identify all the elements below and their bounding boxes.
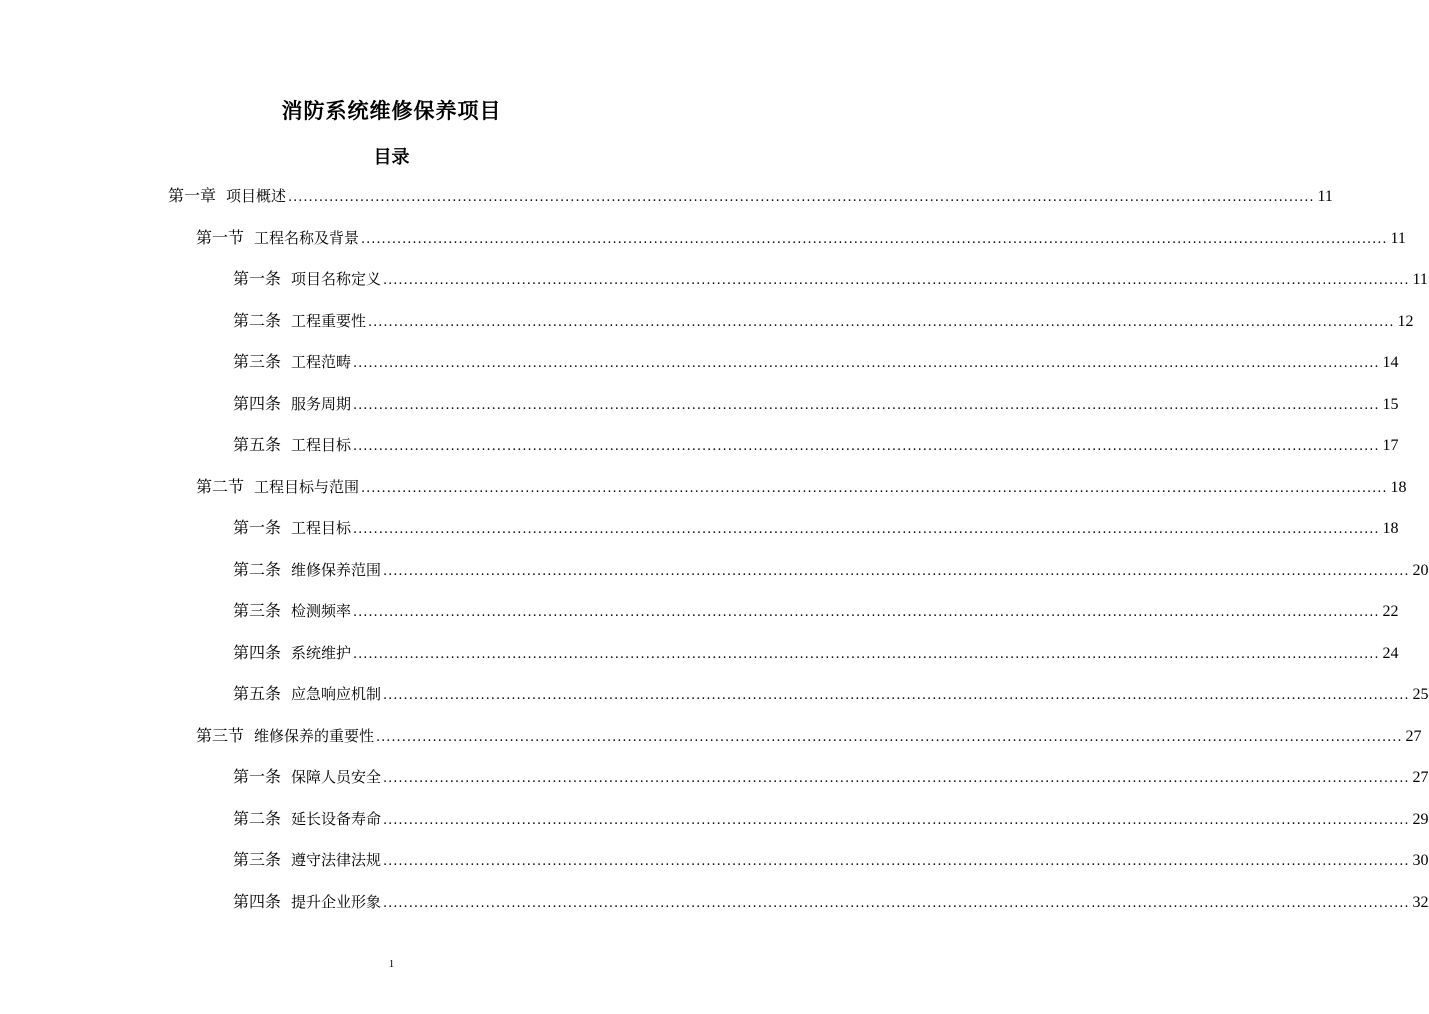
toc-leader-dots: ........................................................................................................................................................................................................ — [353, 522, 1380, 537]
toc-entry-title: 应急响应机制 — [291, 685, 382, 703]
toc-leader-dots: ........................................................................................................................................................................................................ — [383, 813, 1410, 828]
toc-leader-dots: ........................................................................................................................................................................................................ — [353, 398, 1380, 413]
toc-entry-page: 11 — [1317, 188, 1333, 205]
toc-entry[interactable] — [196, 223, 1406, 253]
toc-leader-dots: ........................................................................................................................................................................................................ — [383, 854, 1410, 869]
toc-leader-dots: ........................................................................................................................................................................................................ — [361, 232, 1388, 247]
toc-entry-page: 32 — [1412, 894, 1429, 911]
toc-entry-number: 第二条 — [233, 560, 282, 579]
toc-entry[interactable] — [196, 472, 1407, 502]
toc-leader-dots: ........................................................................................................................................................................................................ — [383, 564, 1410, 579]
toc-entry[interactable] — [233, 430, 1399, 460]
toc-leader-dots: ........................................................................................................................................................................................................ — [383, 771, 1410, 786]
toc-entry-title: 工程名称及背景 — [254, 229, 360, 247]
toc-entry-number: 第三节 — [196, 726, 245, 745]
toc-leader-dots: ........................................................................................................................................................................................................ — [353, 605, 1380, 620]
toc-entry[interactable] — [233, 596, 1399, 626]
toc-entry-page: 27 — [1412, 769, 1429, 786]
toc-entry[interactable] — [233, 513, 1399, 543]
toc-leader-dots: ........................................................................................................................................................................................................ — [353, 647, 1380, 662]
toc-entry-title: 工程目标 — [291, 519, 352, 537]
toc-entry-number: 第一节 — [196, 228, 245, 247]
toc-entry-page: 22 — [1382, 603, 1399, 620]
toc-entry-title: 工程目标与范围 — [254, 478, 360, 496]
toc-entry[interactable] — [196, 721, 1422, 751]
toc-entry-number: 第二节 — [196, 477, 245, 496]
toc-entry[interactable] — [233, 306, 1414, 336]
toc-entry-page: 11 — [1412, 271, 1428, 288]
toc-leader-dots: ........................................................................................................................................................................................................ — [353, 356, 1380, 371]
toc-entry-page: 17 — [1382, 437, 1399, 454]
toc-entry-number: 第一条 — [233, 767, 282, 786]
toc-entry-title: 保障人员安全 — [291, 768, 382, 786]
toc-entry-title: 项目名称定义 — [291, 270, 382, 288]
toc-entry-number: 第四条 — [233, 892, 282, 911]
toc-entry-page: 30 — [1412, 852, 1429, 869]
toc-entry-page: 12 — [1397, 313, 1414, 330]
toc-entry[interactable] — [233, 638, 1399, 668]
toc-entry[interactable] — [233, 804, 1429, 834]
toc-entry-page: 25 — [1412, 686, 1429, 703]
document-title: 消防系统维修保养项目 — [281, 99, 502, 123]
toc-entry-number: 第五条 — [233, 684, 282, 703]
toc-leader-dots: ........................................................................................................................................................................................................ — [353, 439, 1380, 454]
toc-entry-page: 20 — [1412, 562, 1429, 579]
toc-entry[interactable] — [233, 845, 1429, 875]
toc-entry-title: 提升企业形象 — [291, 893, 382, 911]
toc-entry-number: 第五条 — [233, 435, 282, 454]
toc-entry-page: 18 — [1390, 479, 1407, 496]
toc-entry[interactable] — [233, 347, 1399, 377]
toc-entry[interactable] — [233, 264, 1428, 294]
toc-leader-dots: ........................................................................................................................................................................................................ — [383, 688, 1410, 703]
toc-entry-title: 延长设备寿命 — [291, 810, 382, 828]
toc-heading: 目录 — [373, 147, 410, 168]
toc-entry[interactable] — [233, 389, 1399, 419]
toc-entry-number: 第四条 — [233, 394, 282, 413]
toc-entry-number: 第一条 — [233, 518, 282, 537]
toc-entry-number: 第二条 — [233, 809, 282, 828]
toc-entry[interactable] — [233, 887, 1429, 917]
toc-entry-page: 14 — [1382, 354, 1399, 371]
toc-entry[interactable] — [233, 679, 1429, 709]
toc-entry-page: 11 — [1390, 230, 1406, 247]
toc-entry-title: 工程范畴 — [291, 353, 352, 371]
toc-entry-title: 维修保养的重要性 — [254, 727, 375, 745]
toc-entry-title: 工程重要性 — [291, 312, 367, 330]
toc-entry-number: 第三条 — [233, 601, 282, 620]
toc-leader-dots: ........................................................................................................................................................................................................ — [383, 896, 1410, 911]
toc-leader-dots: ........................................................................................................................................................................................................ — [368, 315, 1395, 330]
page-number: 1 — [388, 958, 395, 970]
toc-entry-page: 18 — [1382, 520, 1399, 537]
toc-entry-number: 第三条 — [233, 850, 282, 869]
toc-leader-dots: ........................................................................................................................................................................................................ — [383, 273, 1410, 288]
toc-entry-page: 24 — [1382, 645, 1399, 662]
toc-entry-title: 遵守法律法规 — [291, 851, 382, 869]
toc-entry-page: 29 — [1412, 811, 1429, 828]
toc-entry-number: 第一章 — [168, 186, 217, 205]
toc-leader-dots: ........................................................................................................................................................................................................ — [376, 730, 1403, 745]
toc-entry[interactable] — [168, 181, 1333, 211]
toc-leader-dots: ........................................................................................................................................................................................................ — [288, 190, 1315, 205]
toc-entry[interactable] — [233, 762, 1429, 792]
toc-entry-page: 15 — [1382, 396, 1399, 413]
toc-entry-title: 检测频率 — [291, 602, 352, 620]
toc-entry-number: 第三条 — [233, 352, 282, 371]
toc-entry-number: 第二条 — [233, 311, 282, 330]
toc-entry-title: 项目概述 — [226, 187, 287, 205]
toc-entry-title: 维修保养范围 — [291, 561, 382, 579]
toc-entry-title: 系统维护 — [291, 644, 352, 662]
toc-leader-dots: ........................................................................................................................................................................................................ — [361, 481, 1388, 496]
toc-entry-title: 服务周期 — [291, 395, 352, 413]
toc-entry[interactable] — [233, 555, 1429, 585]
toc-entry-number: 第一条 — [233, 269, 282, 288]
toc-entry-page: 27 — [1405, 728, 1422, 745]
toc-entry-number: 第四条 — [233, 643, 282, 662]
toc-entry-title: 工程目标 — [291, 436, 352, 454]
